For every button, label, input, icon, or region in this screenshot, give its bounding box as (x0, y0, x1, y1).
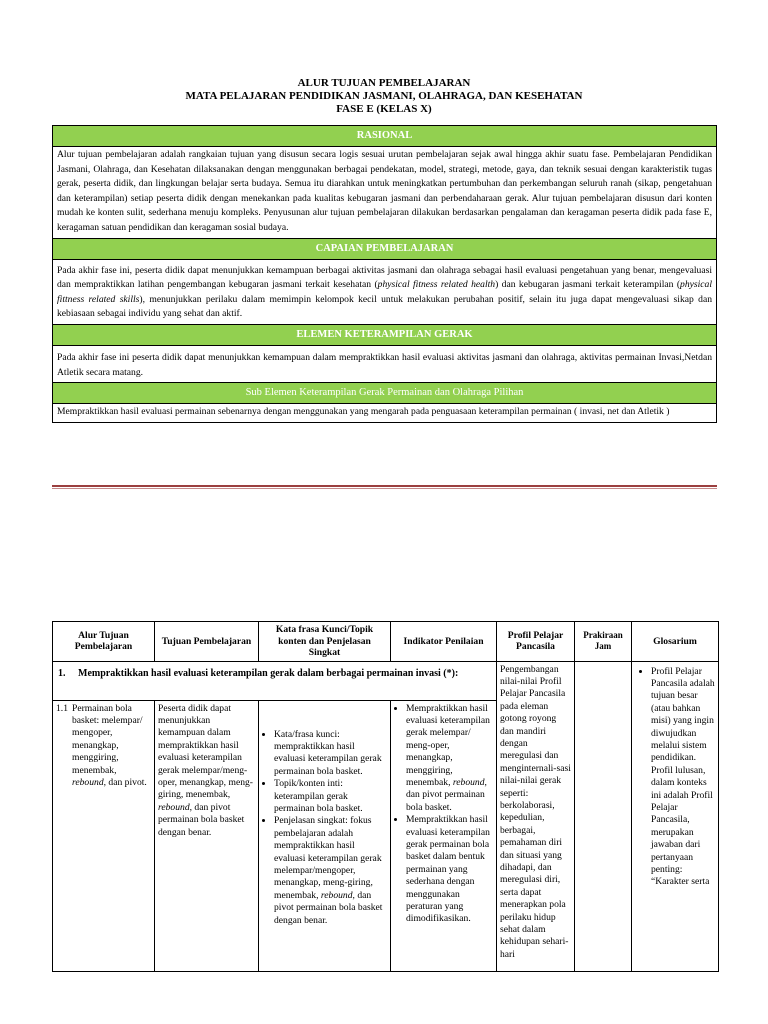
section-row (53, 661, 719, 700)
elemen-heading: ELEMEN KETERAMPILAN GERAK (53, 325, 716, 346)
capaian-text (53, 260, 716, 325)
tujuan-text-b: , dan pivot permainan bola basket dengan benar. (158, 801, 245, 838)
alur-text-a: Permainan bola basket: melempar/ mengoper, menangkap, menggiring, menembak, (72, 702, 143, 776)
row-number: 1.1 (56, 702, 68, 714)
header-line-1: ALUR TUJUAN PEMBELAJARAN (297, 77, 471, 89)
sub-elemen-heading (53, 383, 716, 404)
kata-item-2: • Topik/konten inti: keterampilan gerak permainan bola basket. (274, 778, 387, 815)
elemen-text: Pada akhir fase ini peserta didik dapat menunjukkan kemampuan dalam mempraktikkan hasil evaluasi aktivitas jasmani dan olahraga, aktivitas permainan Invasi,Netdan Atletik secara matang. (53, 346, 716, 383)
header-glosarium: Glosarium (632, 622, 719, 662)
kata-item-3-b: , dan pivot permainan bola basket dengan benar. (274, 889, 383, 926)
sub-elemen-title: Sub Elemen Keterampilan Gerak Permainan dan Olahraga Pilihan (245, 387, 524, 399)
section-title: Mempraktikkan hasil evaluasi keterampilan gerak dalam berbagai permainan invasi (*): (78, 667, 459, 679)
header-jam: Prakiraan Jam (575, 622, 632, 662)
indikator-item-1-b: , dan pivot permainan bola basket. (406, 776, 487, 813)
header-tujuan: Tujuan Pembelajaran (155, 622, 259, 662)
capaian-em-b: physical fittness related skills (57, 279, 713, 305)
header-profil: Profil Pelajar Pancasila (497, 622, 575, 662)
alur-em: rebound, (72, 776, 107, 788)
section-title-cell (53, 661, 497, 700)
rasional-heading: RASIONAL (53, 126, 716, 147)
tujuan-em: rebound (158, 801, 190, 813)
alur-text-b: dan pivot. (106, 776, 147, 788)
indikator-item-1-a: Mempraktikkan hasil evaluasi keterampilan gerak melempar/ meng-oper, menangkap, menggiring, menembak, (406, 702, 490, 788)
capaian-em-a: physical fitness related health (377, 279, 496, 291)
capaian-text-c: ), menunjukkan perilaku dalam memimpin kelompok kecil untuk melakukan perubahan positif, selain itu juga dapat mengevaluasi sikap dan kebiasaan sebagai individu yang sehat dan aktif. (57, 293, 712, 320)
capaian-heading: CAPAIAN PEMBELAJARAN (53, 239, 716, 260)
section-divider (52, 485, 717, 489)
table-header-row (53, 622, 719, 662)
tujuan-text-a: Peserta didik dapat menunjukkan kemampuan dalam mempraktikkan hasil evaluasi keterampilan gerak melempar/meng-oper, menangkap, meng-giring, menembak, (158, 702, 253, 801)
header-indikator: Indikator Penilaian (391, 622, 497, 662)
capaian-text-b: ) dan kebugaran jasmani terkait keterampilan ( (495, 279, 681, 291)
indikator-cell (391, 700, 497, 971)
rasional-table (52, 125, 717, 423)
kata-item-1: • Kata/frasa kunci: mempraktikkan hasil evaluasi keterampilan gerak permainan bola basket. (274, 729, 387, 779)
alur-cell (53, 700, 155, 971)
tujuan-cell (155, 700, 259, 971)
capaian-text-a: Pada akhir fase ini, peserta didik dapat menunjukkan kemampuan berbagai aktivitas jasmani dan olahraga sebagai hasil evaluasi pengetahuan yang benar, mengevaluasi dan mempraktikkan latihan pengembangan kebugaran jasmani terkait kesehatan ( (57, 264, 712, 291)
jam-cell (575, 661, 632, 971)
alur-text (72, 703, 151, 790)
header-line-2: MATA PELAJARAN PENDIDIKAN JASMANI, OLAHRAGA, DAN KESEHATAN (185, 90, 583, 102)
header-line-3: FASE E (KELAS X) (336, 103, 432, 115)
profil-cell: Pengembangan nilai-nilai Profil Pelajar Pancasila pada eleman gotong royong dan mandiri dengan meregulasi dan menginternali-sasi nilai-nilai gerak seperti: berkolaborasi, kepedulian, berbagai, pemahaman diri dan situasi yang dihadapi, dan meregulasi diri, serta dapat menerapkan pola perilaku hidup sehat dalam kehidupan sehari-hari (497, 661, 575, 971)
kata-item-3-em: rebound (320, 889, 353, 901)
kata-item-3-a: Penjelasan singkat: fokus pembelajaran adalah mempraktikkan hasil evaluasi keterampilan gerak melempar/mengoper, menangkap, meng-giring, menembak, (274, 815, 382, 901)
glosarium-item: • Profil Pelajar Pancasila adalah tujuan besar (atau bahkan misi) yang ingin diwujudkan melalui sistem pendidikan. Profil lulusan, dalam konteks ini adalah Profil Pelajar Pancasila, merupakan jawaban dari pertanyaan penting: “Karakter serta (651, 666, 715, 889)
indikator-item-1-em: rebound (452, 776, 485, 788)
kata-item-3 (274, 815, 387, 927)
rasional-text: Alur tujuan pembelajaran adalah rangkaian tujuan yang disusun secara logis sesuai urutan pembelajaran sejak awal hingga akhir suatu fase. Pembelajaran Pendidikan Jasmani, Olahraga, dan Kesehatan dilaksanakan dengan menggunakan berbagai pendekatan, model, strategi, metode, gaya, dan teknik sesuai dengan karakteristik tugas gerak, peserta didik, dan lingkungan belajar serta budaya. Semua itu diarahkan untuk meningkatkan pertumbuhan dan perkembangan seluruh ranah (sikap, pengetahuan dan keterampilan) setiap peserta didik dengan menekankan pada kualitas kebugaran jasmani dan perbendaharaan gerak. Alur tujuan pembelajaran disusun dari konten mudah ke konten sulit, sederhana menuju kompleks. Penyusunan alur tujuan pembelajaran dilakukan berdasarkan pengalaman dan keragaman peserta didik pada fase E, keragaman satuan pendidikan dan keragaman sosial budaya. (53, 147, 716, 239)
header-alur: Alur Tujuan Pembelajaran (53, 622, 155, 662)
kata-cell (259, 700, 391, 971)
sub-elemen-text: Mempraktikkan hasil evaluasi permainan sebenarnya dengan menggunakan yang mengarah pada penguasaan keterampilan permainan ( invasi, net dan Atletik ) (57, 406, 670, 418)
header-kata: Kata frasa Kunci/Topik konten dan Penjelasan Singkat (259, 622, 391, 662)
section-number: 1. (58, 667, 66, 679)
indikator-item-2: • Mempraktikkan hasil evaluasi keterampilan gerak permainan bola basket dalam bentuk permainan yang sederhana dengan menggunakan peraturan yang dimodifikasikan. (406, 814, 493, 926)
indikator-item-1 (406, 703, 493, 815)
glosarium-cell (632, 661, 719, 971)
document-header (0, 77, 768, 116)
alur-table (52, 621, 719, 972)
